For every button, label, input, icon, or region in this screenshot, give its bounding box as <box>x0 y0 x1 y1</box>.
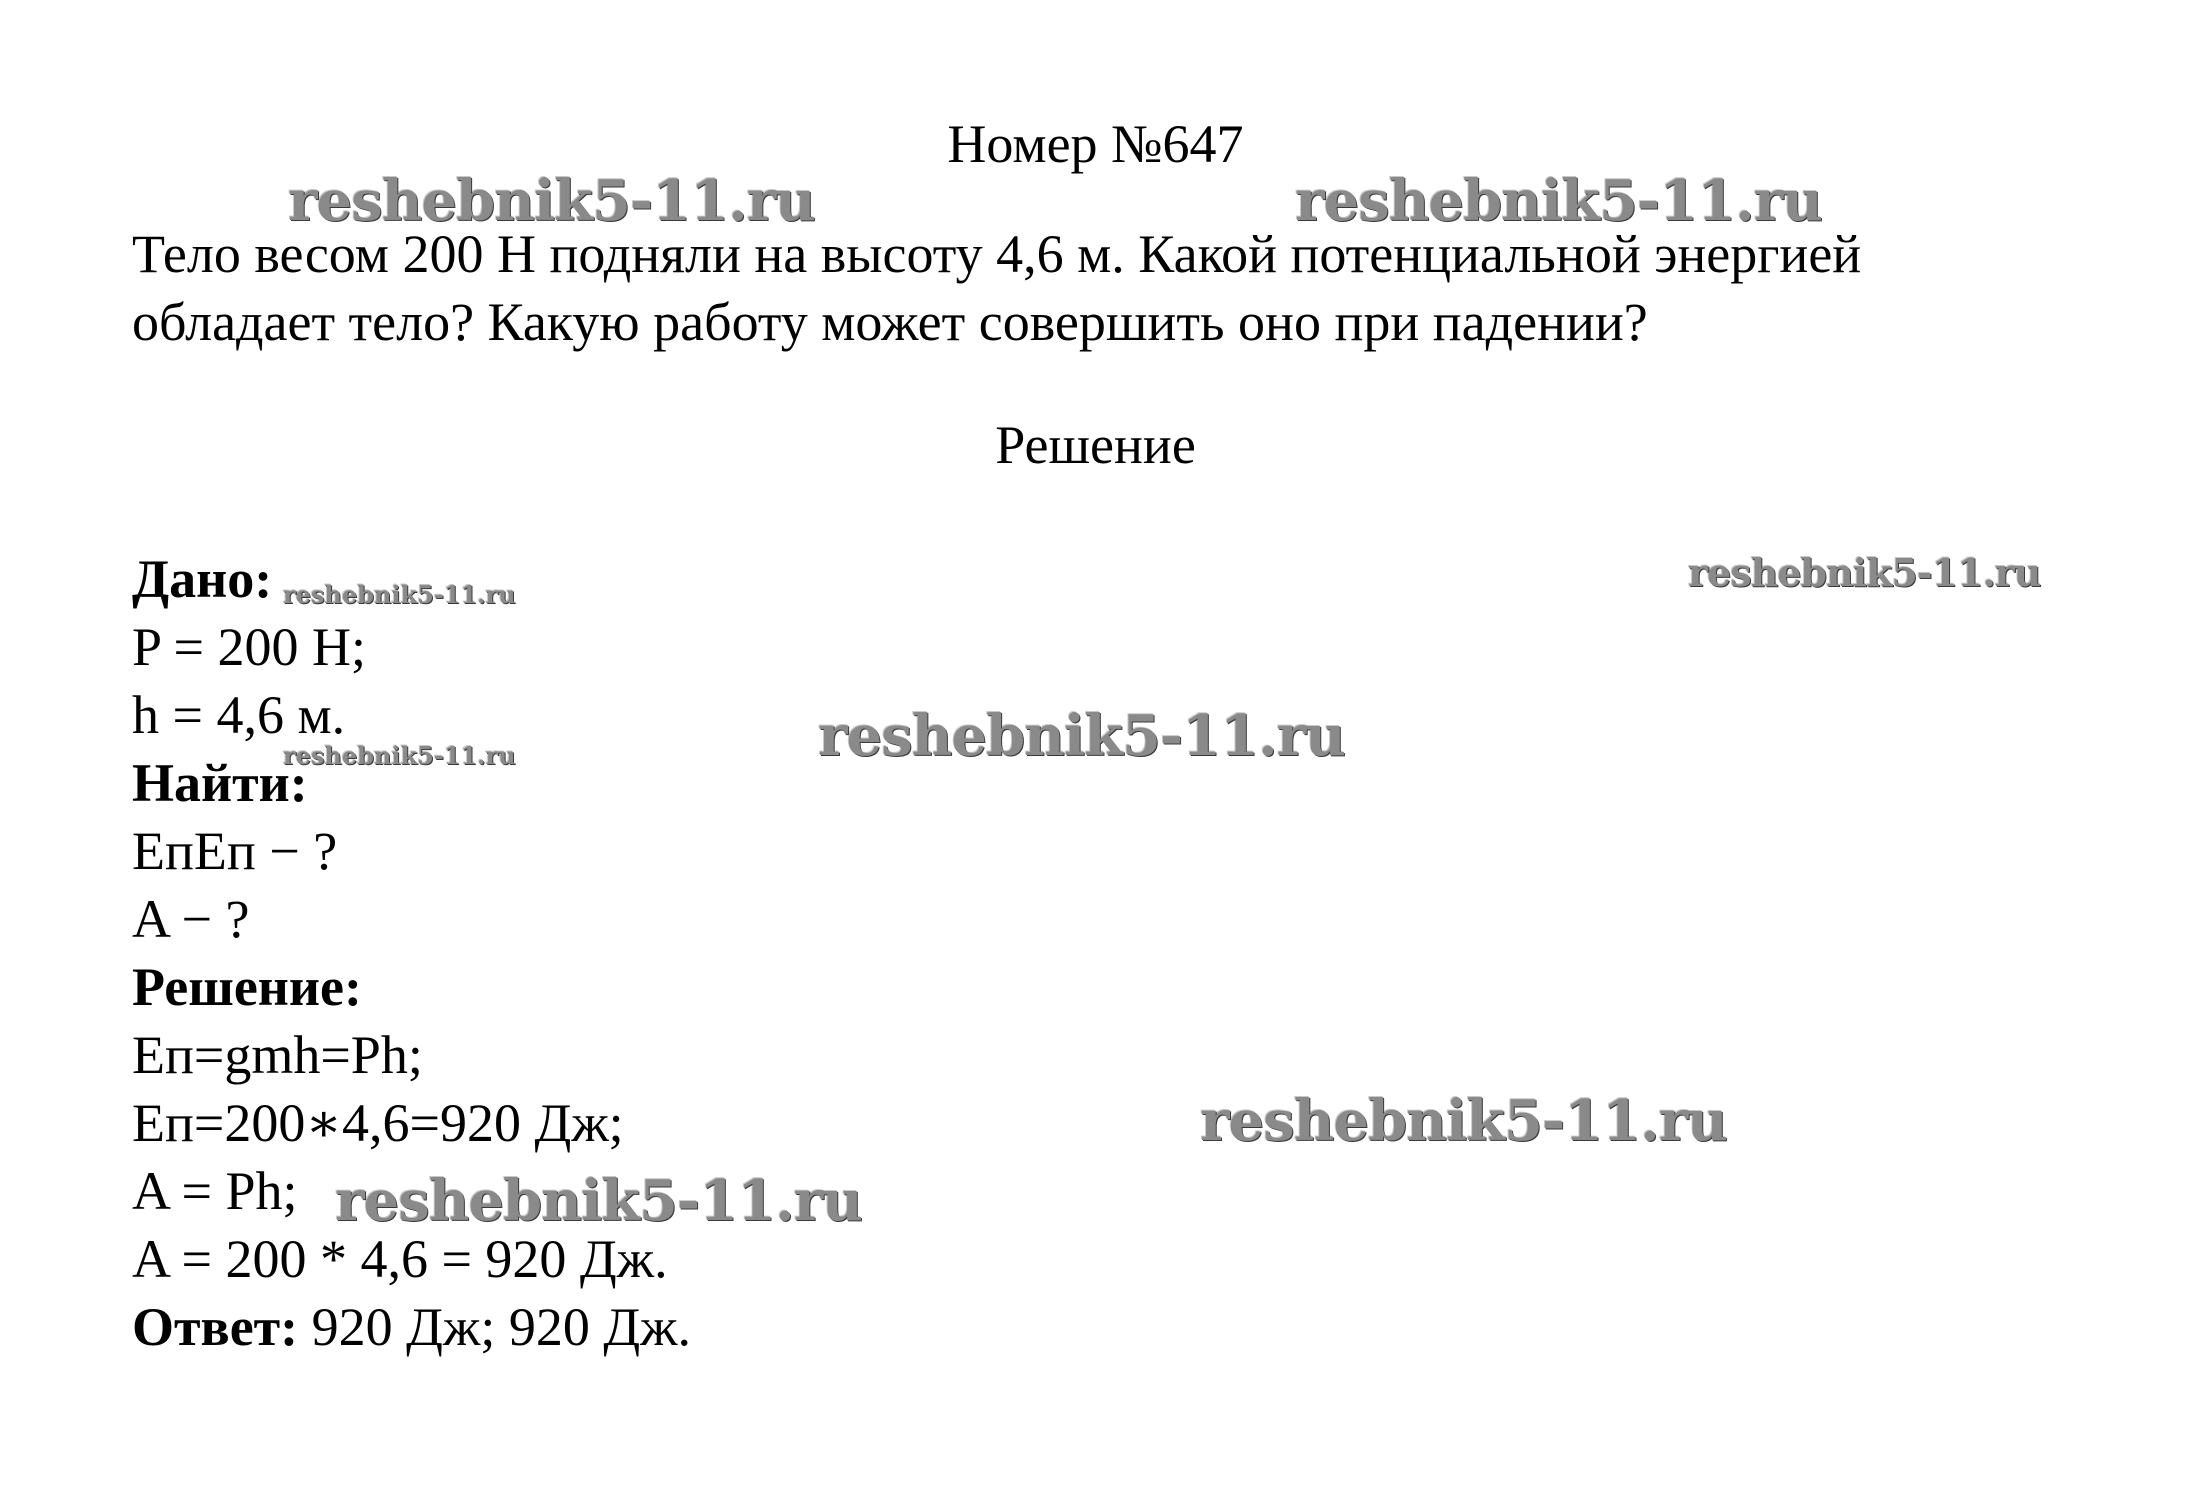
find-label: Найти: <box>132 753 308 813</box>
answer-label: Ответ: <box>132 1297 299 1357</box>
solution-line-3: A = Ph; <box>132 1161 298 1221</box>
problem-line-1: Тело весом 200 Н подняли на высоту 4,6 м. Какой потенциальной энергией <box>132 224 1862 284</box>
watermark: reshebnik5-11.ru <box>283 741 516 770</box>
solution-line-2: Eп=200∗4,6=920 Дж; <box>132 1093 624 1153</box>
given-p: P = 200 Н; <box>132 617 366 677</box>
answer-value: 920 Дж; 920 Дж. <box>298 1297 691 1357</box>
watermark: reshebnik5-11.ru <box>283 580 516 609</box>
watermark: reshebnik5-11.ru <box>1688 550 2041 595</box>
solution-line-4: A = 200 * 4,6 = 920 Дж. <box>132 1229 668 1289</box>
problem-statement <box>132 220 2092 356</box>
solution-label: Решение: <box>132 957 362 1017</box>
find-a: A − ? <box>132 889 250 949</box>
find-ep: EпEп − ? <box>132 821 338 881</box>
watermark: reshebnik5-11.ru <box>335 1168 862 1234</box>
answer-line <box>132 1293 691 1361</box>
solution-heading: Решение <box>995 415 1196 475</box>
solution-line-1: Eп=gmh=Ph; <box>132 1025 423 1085</box>
problem-line-2: обладает тело? Какую работу может совершить оно при падении? <box>132 292 1648 352</box>
page-title: Номер №647 <box>947 114 1244 174</box>
watermark: reshebnik5-11.ru <box>288 168 815 234</box>
given-h: h = 4,6 м. <box>132 685 346 745</box>
solution-body <box>132 545 691 1361</box>
watermark: reshebnik5-11.ru <box>1295 168 1822 234</box>
given-label: Дано: <box>132 549 273 609</box>
watermark: reshebnik5-11.ru <box>1200 1088 1727 1154</box>
watermark: reshebnik5-11.ru <box>818 703 1345 769</box>
